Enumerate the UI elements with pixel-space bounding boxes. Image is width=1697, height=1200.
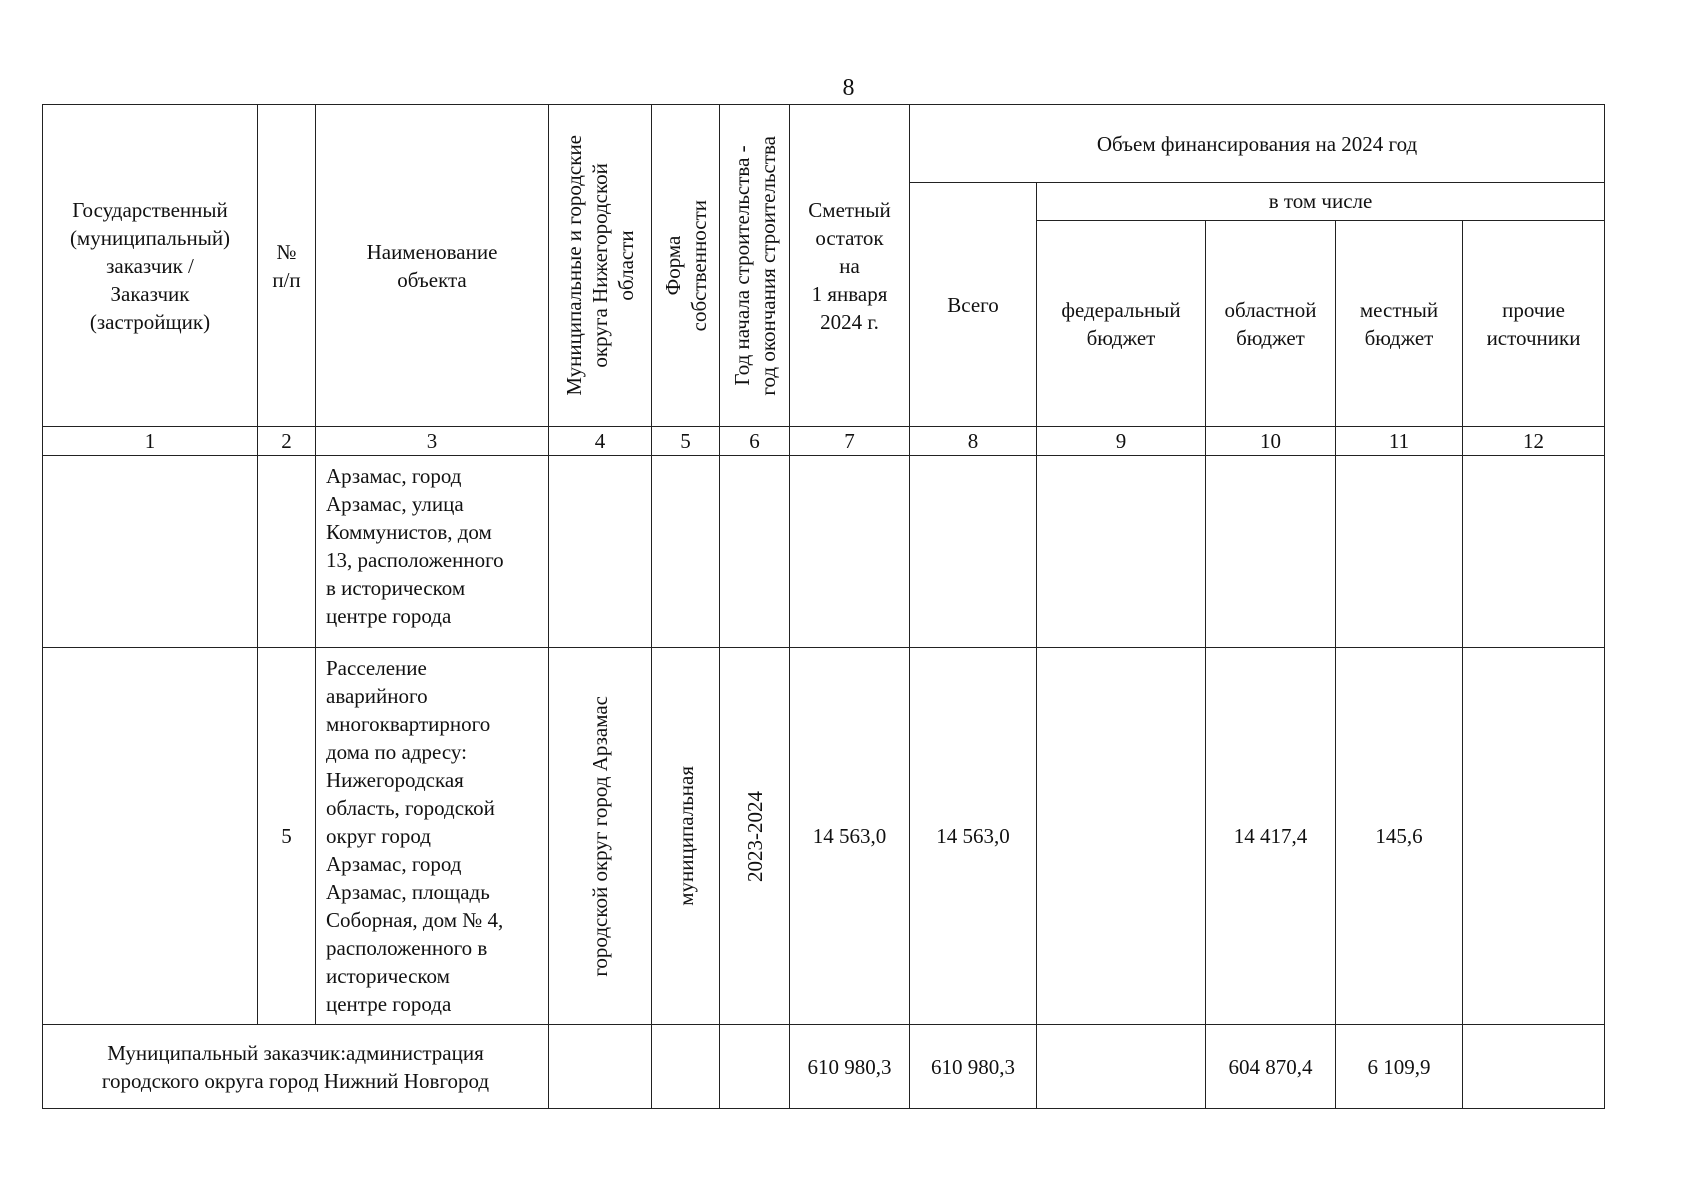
cell-municipality: городской округ город Арзамас <box>588 695 612 977</box>
header-local: местный бюджет <box>1336 221 1463 427</box>
cell-years-wrap <box>720 648 790 1025</box>
cell-federal <box>1037 648 1206 1025</box>
header-other: прочие источники <box>1463 221 1605 427</box>
column-number: 5 <box>652 427 720 456</box>
cell-estimate: 14 563,0 <box>790 648 910 1025</box>
funding-table <box>42 104 1605 1109</box>
column-number: 1 <box>43 427 258 456</box>
column-number: 9 <box>1037 427 1206 456</box>
header-num: № п/п <box>258 105 316 427</box>
cell-estimate <box>790 456 910 648</box>
header-total: Всего <box>910 183 1037 427</box>
cell-municipality <box>549 456 652 648</box>
summary-ownership <box>652 1025 720 1109</box>
cell-total: 14 563,0 <box>910 648 1037 1025</box>
column-number: 7 <box>790 427 910 456</box>
header-municipality-cell <box>549 105 652 427</box>
cell-num: 5 <box>258 648 316 1025</box>
cell-years <box>720 456 790 648</box>
header-financing: Объем финансирования на 2024 год <box>910 105 1605 183</box>
header-customer: Государственный (муниципальный) заказчик / Заказчик (застройщик) <box>43 105 258 427</box>
summary-years <box>720 1025 790 1109</box>
cell-total <box>910 456 1037 648</box>
summary-other <box>1463 1025 1605 1109</box>
summary-municipality <box>549 1025 652 1109</box>
summary-label: Муниципальный заказчик:администрация городского округа город Нижний Новгород <box>43 1025 549 1109</box>
header-ownership: Форма собственности <box>660 199 711 332</box>
summary-regional: 604 870,4 <box>1206 1025 1336 1109</box>
column-number: 10 <box>1206 427 1336 456</box>
page-number: 8 <box>842 75 855 101</box>
cell-customer <box>43 456 258 648</box>
cell-object-name: Расселение аварийного многоквартирного дома по адресу: Нижегородская область, городской округ город Арзамас, город Арзамас, площадь Соборная, дом № 4, расположенного в историческом центре города <box>316 648 549 1025</box>
summary-local: 6 109,9 <box>1336 1025 1463 1109</box>
column-number: 12 <box>1463 427 1605 456</box>
cell-other <box>1463 648 1605 1025</box>
header-federal: федеральный бюджет <box>1037 221 1206 427</box>
column-number: 2 <box>258 427 316 456</box>
header-years: Год начала строительства - год окончания строительства <box>729 135 780 396</box>
cell-ownership <box>652 456 720 648</box>
header-including: в том числе <box>1037 183 1605 221</box>
summary-estimate: 610 980,3 <box>790 1025 910 1109</box>
cell-object-name: Арзамас, город Арзамас, улица Коммунистов, дом 13, расположенного в историческом центре города <box>316 456 549 648</box>
summary-federal <box>1037 1025 1206 1109</box>
cell-num <box>258 456 316 648</box>
header-years-cell <box>720 105 790 427</box>
summary-row <box>43 1025 1605 1109</box>
column-number: 11 <box>1336 427 1463 456</box>
header-row-1 <box>43 105 1605 183</box>
column-number: 8 <box>910 427 1037 456</box>
summary-total: 610 980,3 <box>910 1025 1037 1109</box>
cell-years: 2023-2024 <box>742 790 767 882</box>
column-number: 3 <box>316 427 549 456</box>
cell-municipality-wrap <box>549 648 652 1025</box>
header-estimate: Сметный остаток на 1 января 2024 г. <box>790 105 910 427</box>
table-row <box>43 456 1605 648</box>
column-number: 4 <box>549 427 652 456</box>
column-number-row <box>43 427 1605 456</box>
cell-regional: 14 417,4 <box>1206 648 1336 1025</box>
table-row <box>43 648 1605 1025</box>
header-object-name: Наименование объекта <box>316 105 549 427</box>
cell-local: 145,6 <box>1336 648 1463 1025</box>
header-regional: областной бюджет <box>1206 221 1336 427</box>
cell-regional <box>1206 456 1336 648</box>
column-number: 6 <box>720 427 790 456</box>
cell-ownership: муниципальная <box>673 766 698 906</box>
cell-other <box>1463 456 1605 648</box>
cell-local <box>1336 456 1463 648</box>
cell-federal <box>1037 456 1206 648</box>
header-ownership-cell <box>652 105 720 427</box>
cell-ownership-wrap <box>652 648 720 1025</box>
cell-customer <box>43 648 258 1025</box>
header-municipality: Муниципальные и городские округа Нижегородской области <box>562 135 638 396</box>
